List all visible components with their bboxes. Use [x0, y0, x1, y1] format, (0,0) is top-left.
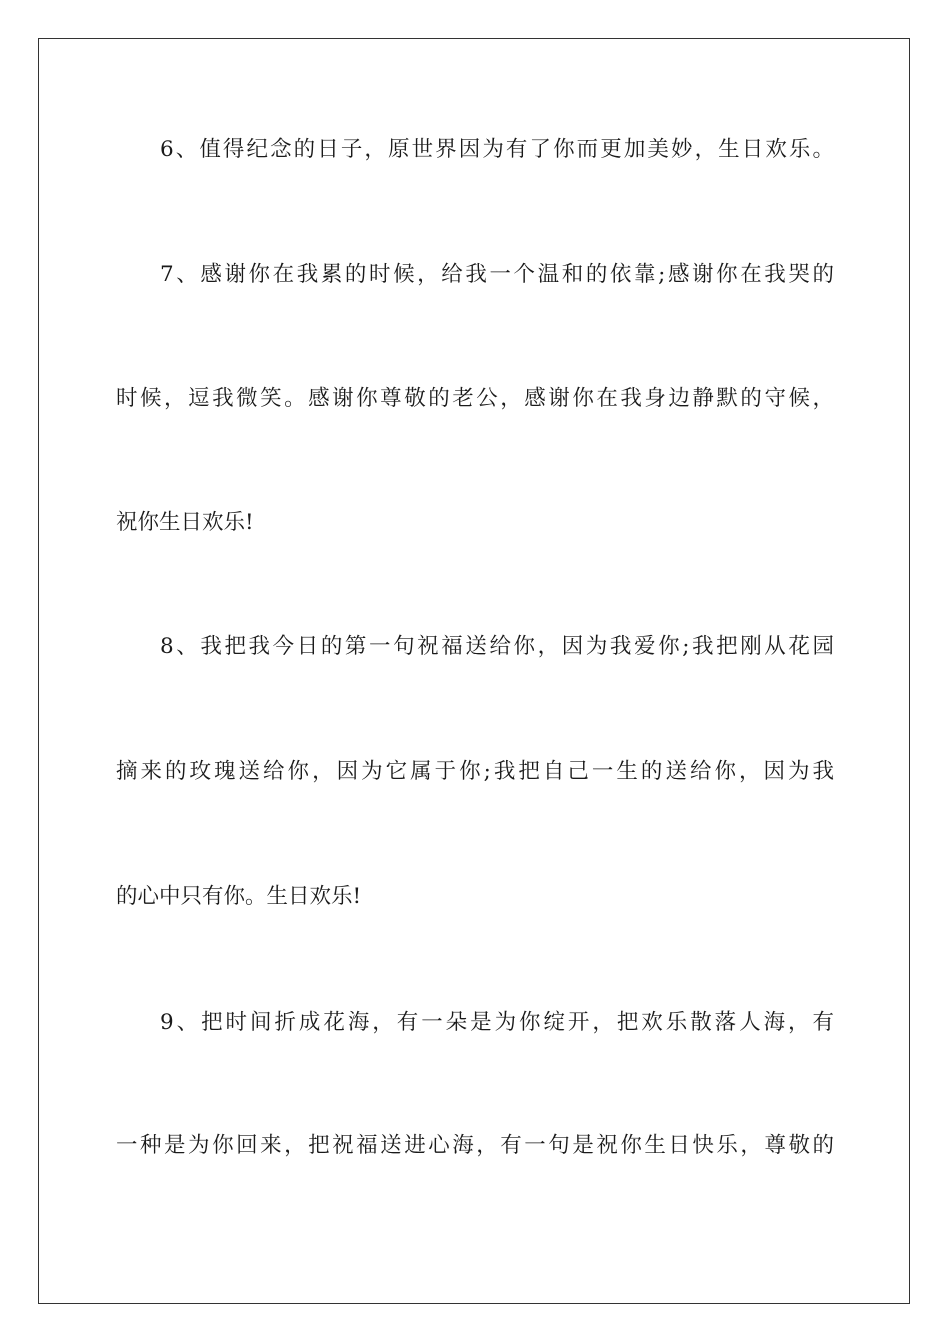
paragraph-6-line-1: 6、值得纪念的日子，原世界因为有了你而更加美妙，生日欢乐。	[160, 137, 834, 162]
paragraph-7-line-2: 时候，逗我微笑。感谢你尊敬的老公，感谢你在我身边静默的守候，	[116, 386, 834, 411]
paragraph-8-line-1: 8、我把我今日的第一句祝福送给你，因为我爱你;我把刚从花园	[160, 634, 834, 659]
paragraph-9-line-1: 9、把时间折成花海，有一朵是为你绽开，把欢乐散落人海，有	[160, 1010, 834, 1035]
paragraph-7-line-1: 7、感谢你在我累的时候，给我一个温和的依靠;感谢你在我哭的	[160, 262, 834, 287]
paragraph-9-line-2: 一种是为你回来，把祝福送进心海，有一句是祝你生日快乐，尊敬的	[116, 1133, 834, 1158]
paragraph-8-line-2: 摘来的玫瑰送给你，因为它属于你;我把自己一生的送给你，因为我	[116, 759, 834, 784]
paragraph-8-line-3: 的心中只有你。生日欢乐!	[116, 884, 362, 909]
paragraph-7-line-3: 祝你生日欢乐!	[116, 510, 254, 535]
page-border	[38, 38, 910, 1304]
